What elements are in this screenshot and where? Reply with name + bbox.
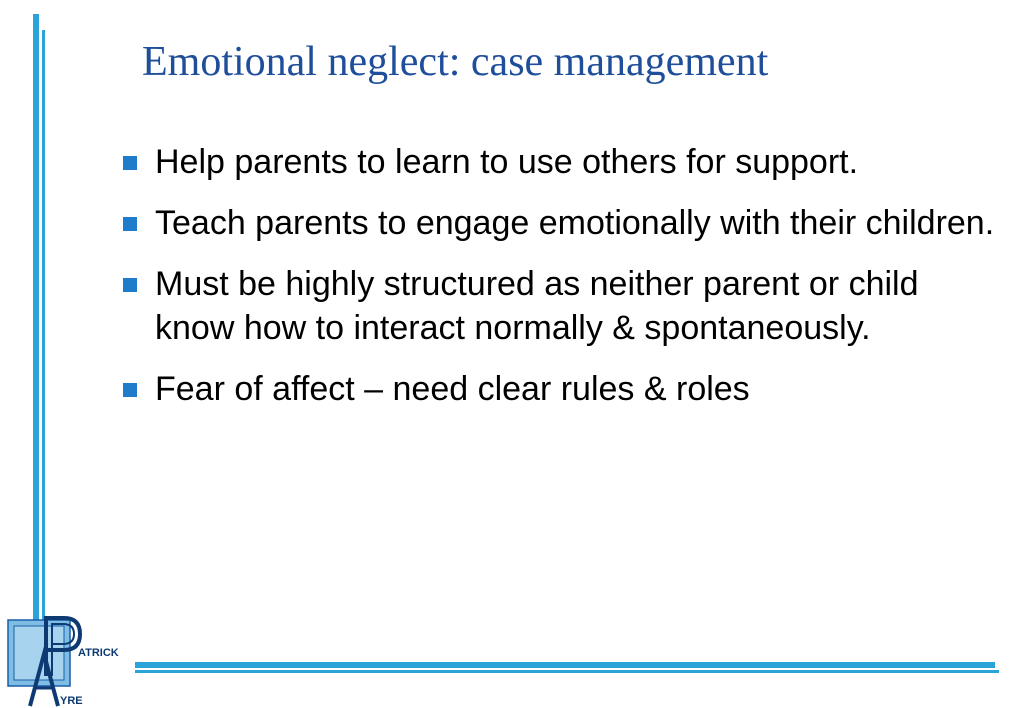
square-bullet-icon [123,217,137,231]
patrick-ayre-logo [6,614,138,708]
bullet-item [120,201,1000,245]
bullet-text: Must be highly structured as neither parent or child know how to interact normally & spontaneously. [155,265,919,347]
square-bullet-icon [123,383,137,397]
bullet-text: Teach parents to engage emotionally with their children. [155,204,995,242]
left-border-line-outer [33,14,39,620]
bullet-item [120,140,1000,184]
logo-text-line1: ATRICK [78,647,119,659]
bullet-text: Fear of affect – need clear rules & roles [155,370,750,408]
bullet-item [120,367,1000,411]
left-border-line-inner [42,30,45,620]
bullet-text: Help parents to learn to use others for support. [155,143,859,181]
bullet-list [120,140,1000,428]
logo-text-line2: YRE [60,695,83,707]
bottom-border-line-thin [135,670,999,673]
bullet-item [120,262,1000,350]
slide-title: Emotional neglect: case management [142,39,769,85]
square-bullet-icon [123,278,137,292]
bottom-border-line-thick [135,662,995,668]
square-bullet-icon [123,156,137,170]
